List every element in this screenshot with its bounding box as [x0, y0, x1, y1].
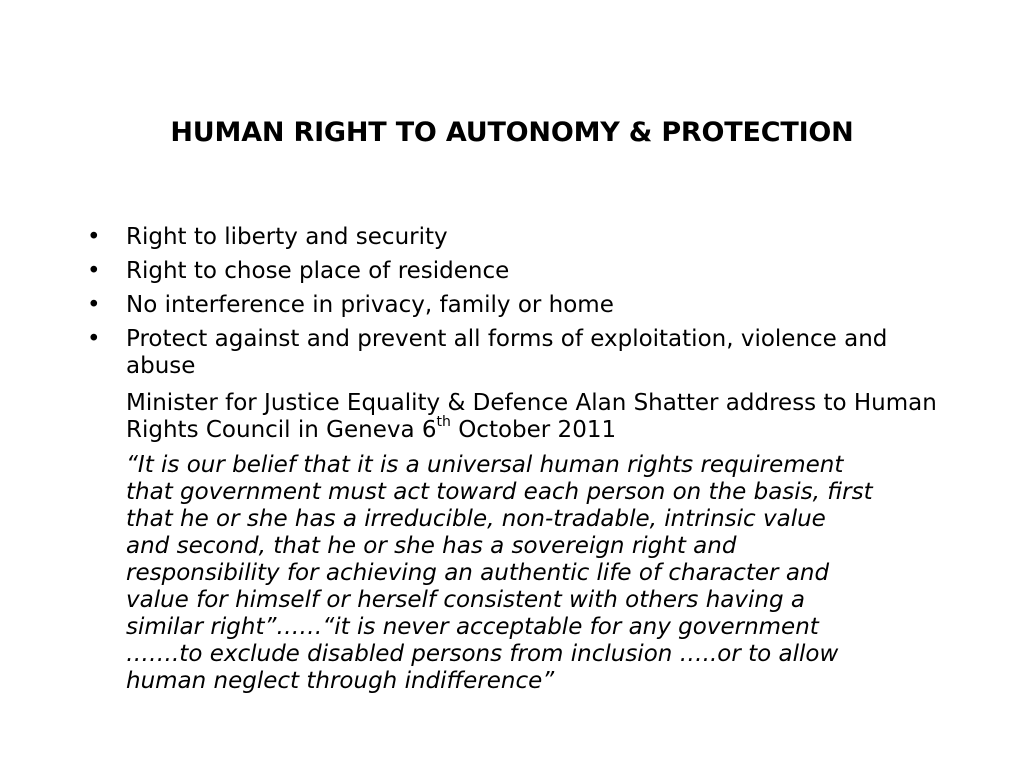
bullet-text: Protect against and prevent all forms of exploitation, violence and abuse [126, 326, 888, 379]
quote-line: responsibility for achieving an authentic life of character and [126, 560, 830, 586]
quote-line: similar right”……“it is never acceptable for any government [126, 614, 819, 640]
quote-line: human neglect through indifference” [126, 668, 555, 694]
bullet-icon: • [87, 224, 101, 250]
attribution-text: Minister for Justice Equality & Defence Alan Shatter address to Human Rights Council in Geneva 6 [126, 390, 937, 443]
bullet-item [87, 258, 947, 285]
attribution-date-text: October 2011 [450, 417, 617, 443]
bullet-icon: • [87, 292, 101, 318]
quote-line: value for himself or herself consistent with others having a [126, 587, 805, 613]
bullet-item [87, 326, 947, 380]
quotation [126, 452, 946, 695]
slide-title: HUMAN RIGHT TO AUTONOMY & PROTECTION [170, 117, 854, 148]
bullet-item [87, 224, 947, 251]
bullet-icon: • [87, 258, 101, 284]
bullet-item [87, 292, 947, 319]
quote-line: that he or she has a irreducible, non-tradable, intrinsic value [126, 506, 826, 532]
bullet-text: Right to liberty and security [126, 224, 448, 250]
quote-line: …….to exclude disabled persons from inclusion …..or to allow [126, 641, 839, 667]
quote-line: and second, that he or she has a sovereign right and [126, 533, 737, 559]
quote-line: “It is our belief that it is a universal human rights requirement [126, 452, 844, 478]
bullet-text: No interference in privacy, family or home [126, 292, 614, 318]
bullet-list [87, 224, 947, 387]
bullet-icon: • [87, 326, 101, 352]
speech-attribution [126, 390, 946, 444]
quote-line: that government must act toward each person on the basis, first [126, 479, 873, 505]
bullet-text: Right to chose place of residence [126, 258, 510, 284]
ordinal-suffix: th [436, 414, 451, 431]
